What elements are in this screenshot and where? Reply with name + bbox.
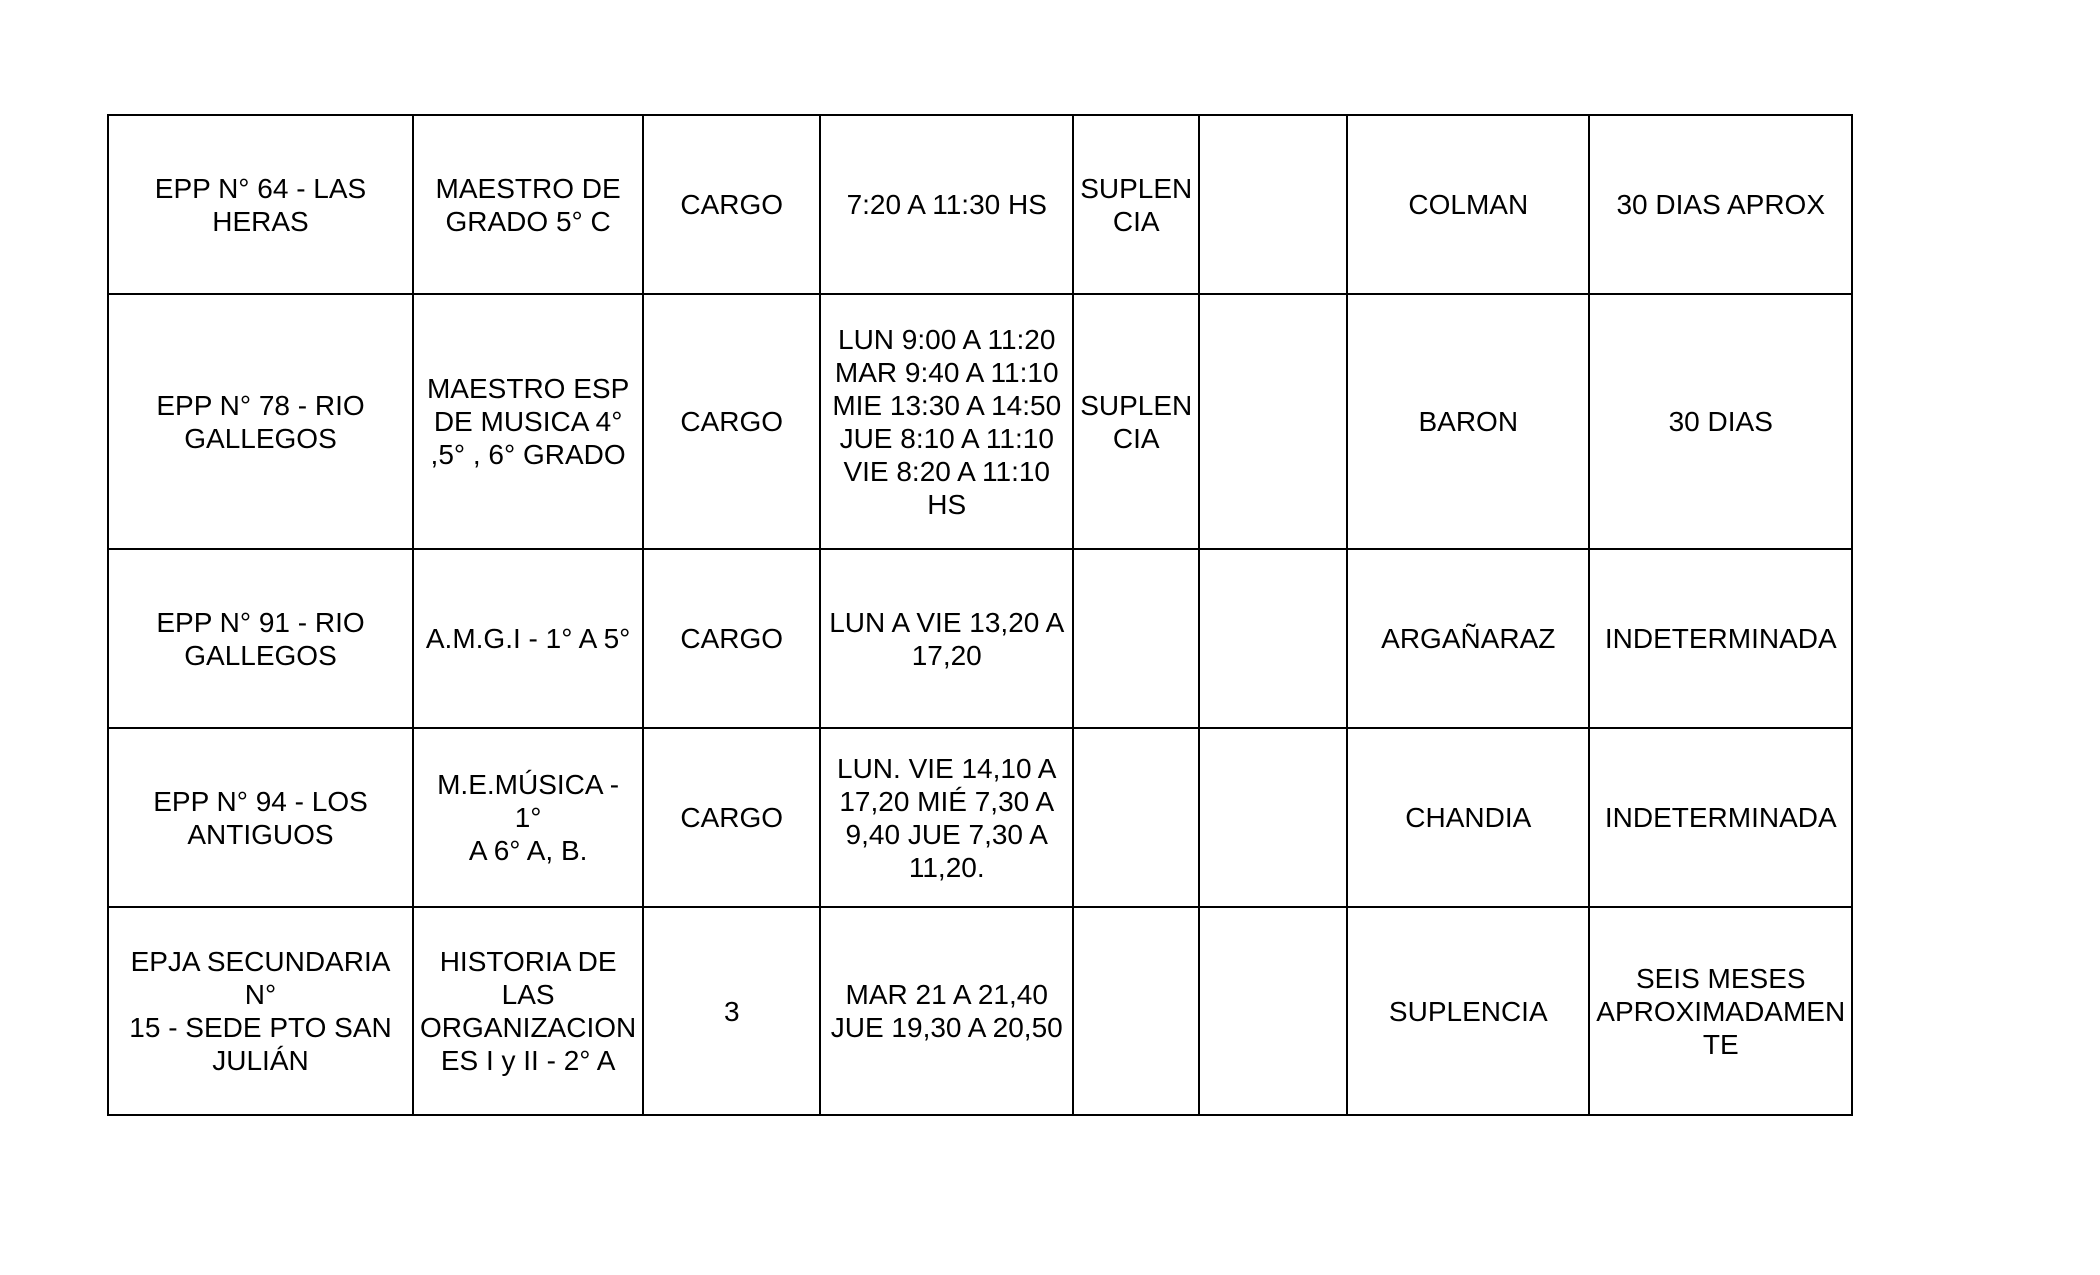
table-row	[108, 549, 1852, 728]
status-cell	[1073, 907, 1199, 1115]
teacher-cell: CHANDIA	[1347, 728, 1589, 907]
school-cell: EPP N° 91 - RIO GALLEGOS	[108, 549, 413, 728]
school-cell: EPP N° 94 - LOS ANTIGUOS	[108, 728, 413, 907]
table-row	[108, 294, 1852, 549]
position-cell: M.E.MÚSICA - 1° A 6° A, B.	[413, 728, 643, 907]
type-cell: 3	[643, 907, 820, 1115]
table-row	[108, 907, 1852, 1115]
duration-cell: SEIS MESES APROXIMADAMEN TE	[1589, 907, 1852, 1115]
position-cell: MAESTRO DE GRADO 5° C	[413, 115, 643, 294]
empty-cell	[1199, 115, 1347, 294]
status-cell	[1073, 549, 1199, 728]
teacher-cell: SUPLENCIA	[1347, 907, 1589, 1115]
school-cell: EPP N° 64 - LAS HERAS	[108, 115, 413, 294]
status-cell	[1073, 728, 1199, 907]
type-cell: CARGO	[643, 115, 820, 294]
teacher-cell: COLMAN	[1347, 115, 1589, 294]
school-cell: EPJA SECUNDARIA N° 15 - SEDE PTO SAN JULIÁN	[108, 907, 413, 1115]
type-cell: CARGO	[643, 728, 820, 907]
table-row	[108, 115, 1852, 294]
type-cell: CARGO	[643, 549, 820, 728]
schedule-cell: MAR 21 A 21,40 JUE 19,30 A 20,50	[820, 907, 1073, 1115]
schedule-cell: 7:20 A 11:30 HS	[820, 115, 1073, 294]
schedule-cell: LUN 9:00 A 11:20 MAR 9:40 A 11:10 MIE 13:30 A 14:50 JUE 8:10 A 11:10 VIE 8:20 A 11:10 HS	[820, 294, 1073, 549]
empty-cell	[1199, 907, 1347, 1115]
status-cell: SUPLEN CIA	[1073, 115, 1199, 294]
position-cell: A.M.G.I - 1° A 5°	[413, 549, 643, 728]
duration-cell: INDETERMINADA	[1589, 549, 1852, 728]
duration-cell: INDETERMINADA	[1589, 728, 1852, 907]
schedule-cell: LUN. VIE 14,10 A 17,20 MIÉ 7,30 A 9,40 JUE 7,30 A 11,20.	[820, 728, 1073, 907]
vacancy-table	[107, 114, 1853, 1116]
empty-cell	[1199, 549, 1347, 728]
teacher-cell: BARON	[1347, 294, 1589, 549]
type-cell: CARGO	[643, 294, 820, 549]
duration-cell: 30 DIAS APROX	[1589, 115, 1852, 294]
status-cell: SUPLEN CIA	[1073, 294, 1199, 549]
schedule-cell: LUN A VIE 13,20 A 17,20	[820, 549, 1073, 728]
empty-cell	[1199, 294, 1347, 549]
position-cell: MAESTRO ESP DE MUSICA 4° ,5° , 6° GRADO	[413, 294, 643, 549]
teacher-cell: ARGAÑARAZ	[1347, 549, 1589, 728]
position-cell: HISTORIA DE LAS ORGANIZACION ES I y II - 2° A	[413, 907, 643, 1115]
school-cell: EPP N° 78 - RIO GALLEGOS	[108, 294, 413, 549]
duration-cell: 30 DIAS	[1589, 294, 1852, 549]
empty-cell	[1199, 728, 1347, 907]
table-row	[108, 728, 1852, 907]
